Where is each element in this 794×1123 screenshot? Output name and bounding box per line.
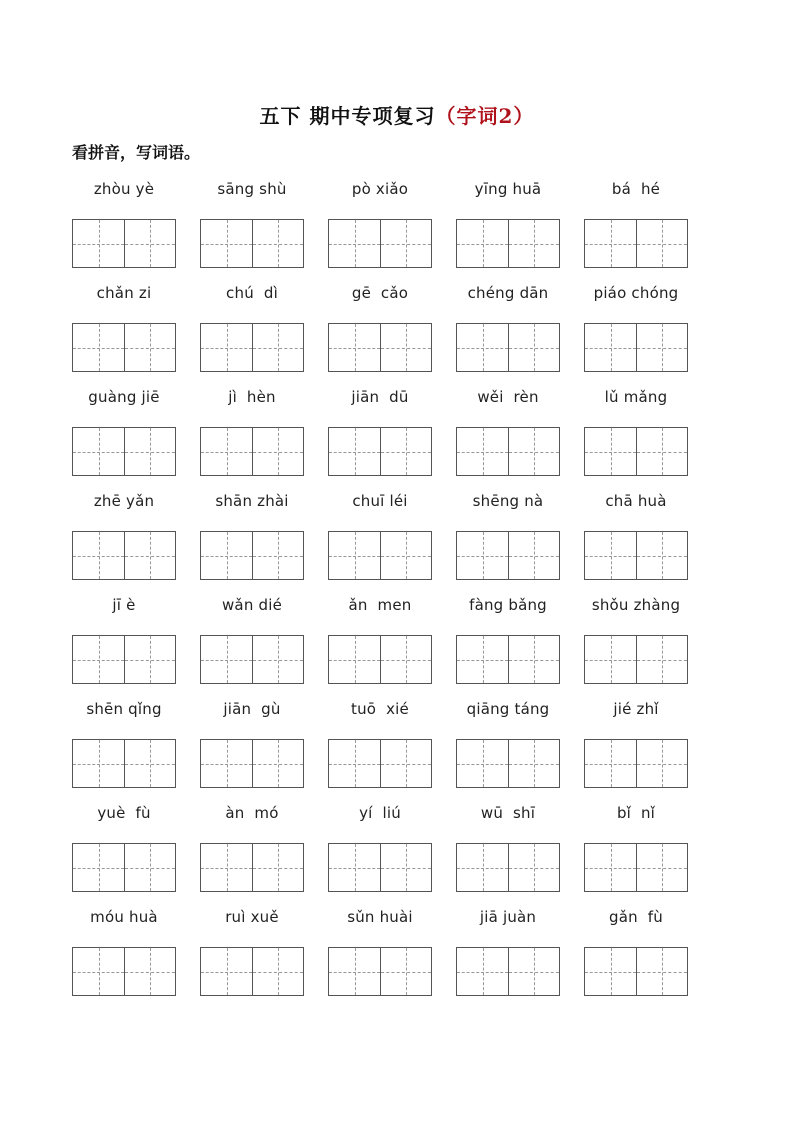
tianzige-cell[interactable] — [73, 220, 124, 267]
exercise-row — [72, 700, 712, 804]
exercise-item — [72, 908, 200, 1012]
writing-grid-box — [456, 427, 560, 476]
tianzige-cell[interactable] — [329, 220, 380, 267]
pinyin-label: guàng jiē — [88, 388, 160, 406]
tianzige-cell[interactable] — [73, 324, 124, 371]
pinyin-label: chā huà — [605, 492, 667, 510]
exercise-item — [72, 284, 200, 388]
tianzige-cell[interactable] — [201, 844, 252, 891]
writing-grid-box — [200, 635, 304, 684]
tianzige-cell[interactable] — [124, 740, 175, 787]
tianzige-cell[interactable] — [124, 844, 175, 891]
pinyin-label: shān zhài — [215, 492, 289, 510]
tianzige-cell[interactable] — [201, 636, 252, 683]
tianzige-cell[interactable] — [201, 220, 252, 267]
pinyin-label: gǎn fù — [609, 908, 663, 926]
pinyin-label: bá hé — [611, 180, 661, 198]
exercise-item — [456, 908, 584, 1012]
tianzige-cell[interactable] — [457, 532, 508, 579]
tianzige-cell[interactable] — [457, 220, 508, 267]
pinyin-label: shǒu zhàng — [591, 596, 681, 614]
tianzige-cell[interactable] — [508, 740, 559, 787]
writing-grid-box — [72, 219, 176, 268]
exercise-item — [584, 908, 712, 1012]
exercise-item — [328, 596, 456, 700]
tianzige-cell[interactable] — [380, 636, 431, 683]
exercise-item — [200, 284, 328, 388]
writing-grid-box — [584, 427, 688, 476]
writing-grid-box — [584, 531, 688, 580]
tianzige-cell[interactable] — [73, 948, 124, 995]
pinyin-label: jié zhǐ — [613, 700, 659, 718]
tianzige-cell[interactable] — [585, 844, 636, 891]
writing-grid-box — [456, 323, 560, 372]
pinyin-label: chuī léi — [352, 492, 408, 510]
exercise-item — [72, 180, 200, 284]
tianzige-cell[interactable] — [124, 948, 175, 995]
writing-grid-box — [456, 947, 560, 996]
tianzige-cell[interactable] — [124, 636, 175, 683]
tianzige-cell[interactable] — [585, 220, 636, 267]
pinyin-label: gē cǎo — [351, 284, 409, 302]
tianzige-cell[interactable] — [252, 844, 303, 891]
pinyin-label: fàng bǎng — [469, 596, 547, 614]
exercise-row — [72, 388, 712, 492]
title-main: 五下 期中专项复习 — [259, 104, 436, 128]
exercise-item — [328, 284, 456, 388]
exercise-item — [456, 284, 584, 388]
pinyin-label: móu huà — [90, 908, 158, 926]
tianzige-cell[interactable] — [457, 636, 508, 683]
exercise-item — [584, 804, 712, 908]
exercise-item — [328, 388, 456, 492]
writing-grid-box — [584, 323, 688, 372]
exercise-item — [200, 804, 328, 908]
pinyin-exercise-grid — [72, 180, 712, 1012]
writing-grid-box — [584, 947, 688, 996]
tianzige-cell[interactable] — [380, 948, 431, 995]
writing-grid-box — [200, 843, 304, 892]
exercise-item — [456, 388, 584, 492]
exercise-row — [72, 804, 712, 908]
tianzige-cell[interactable] — [457, 324, 508, 371]
exercise-item — [328, 700, 456, 804]
tianzige-cell[interactable] — [252, 948, 303, 995]
writing-grid-box — [328, 635, 432, 684]
writing-grid-box — [328, 947, 432, 996]
writing-grid-box — [328, 531, 432, 580]
tianzige-cell[interactable] — [636, 844, 687, 891]
pinyin-label: yuè fù — [97, 804, 151, 822]
exercise-row — [72, 492, 712, 596]
title-subtitle: （字词2） — [435, 104, 535, 128]
writing-grid-box — [328, 219, 432, 268]
exercise-item — [584, 700, 712, 804]
tianzige-cell[interactable] — [457, 428, 508, 475]
tianzige-cell[interactable] — [508, 532, 559, 579]
pinyin-label: ǎn men — [348, 596, 412, 614]
exercise-item — [72, 388, 200, 492]
pinyin-label: pò xiǎo — [351, 180, 409, 198]
tianzige-cell[interactable] — [508, 636, 559, 683]
tianzige-cell[interactable] — [329, 636, 380, 683]
writing-grid-box — [584, 219, 688, 268]
tianzige-cell[interactable] — [636, 948, 687, 995]
exercise-item — [72, 804, 200, 908]
writing-grid-box — [584, 739, 688, 788]
writing-grid-box — [72, 739, 176, 788]
exercise-row — [72, 596, 712, 700]
tianzige-cell[interactable] — [585, 324, 636, 371]
exercise-item — [72, 596, 200, 700]
tianzige-cell[interactable] — [124, 220, 175, 267]
writing-grid-box — [200, 739, 304, 788]
tianzige-cell[interactable] — [329, 324, 380, 371]
writing-grid-box — [584, 635, 688, 684]
exercise-item — [200, 492, 328, 596]
tianzige-cell[interactable] — [380, 428, 431, 475]
tianzige-cell[interactable] — [252, 740, 303, 787]
tianzige-cell[interactable] — [124, 532, 175, 579]
tianzige-cell[interactable] — [73, 636, 124, 683]
writing-grid-box — [72, 635, 176, 684]
writing-grid-box — [72, 427, 176, 476]
tianzige-cell[interactable] — [380, 220, 431, 267]
tianzige-cell[interactable] — [636, 740, 687, 787]
exercise-item — [328, 908, 456, 1012]
pinyin-label: wěi rèn — [477, 388, 539, 406]
exercise-item — [456, 700, 584, 804]
pinyin-label: lǔ mǎng — [604, 388, 668, 406]
writing-grid-box — [200, 427, 304, 476]
exercise-item — [584, 284, 712, 388]
pinyin-label: jiā juàn — [479, 908, 537, 926]
pinyin-label: yīng huā — [474, 180, 542, 198]
exercise-item — [200, 180, 328, 284]
pinyin-label: chǎn zi — [96, 284, 152, 302]
tianzige-cell[interactable] — [380, 532, 431, 579]
tianzige-cell[interactable] — [201, 532, 252, 579]
writing-grid-box — [72, 323, 176, 372]
writing-grid-box — [200, 323, 304, 372]
exercise-item — [72, 700, 200, 804]
writing-grid-box — [72, 531, 176, 580]
writing-grid-box — [456, 219, 560, 268]
tianzige-cell[interactable] — [73, 740, 124, 787]
tianzige-cell[interactable] — [201, 948, 252, 995]
tianzige-cell[interactable] — [201, 428, 252, 475]
tianzige-cell[interactable] — [508, 428, 559, 475]
writing-grid-box — [456, 843, 560, 892]
pinyin-label: jiān gù — [223, 700, 281, 718]
pinyin-label: shēng nà — [472, 492, 544, 510]
tianzige-cell[interactable] — [124, 428, 175, 475]
exercise-item — [584, 492, 712, 596]
tianzige-cell[interactable] — [252, 220, 303, 267]
tianzige-cell[interactable] — [252, 324, 303, 371]
writing-grid-box — [328, 739, 432, 788]
exercise-item — [200, 388, 328, 492]
writing-grid-box — [456, 635, 560, 684]
exercise-item — [200, 596, 328, 700]
tianzige-cell[interactable] — [380, 844, 431, 891]
pinyin-label: sāng shù — [217, 180, 287, 198]
tianzige-cell[interactable] — [380, 324, 431, 371]
pinyin-label: jì hèn — [228, 388, 276, 406]
exercise-item — [72, 492, 200, 596]
exercise-row — [72, 180, 712, 284]
tianzige-cell[interactable] — [73, 428, 124, 475]
exercise-item — [328, 804, 456, 908]
tianzige-cell[interactable] — [329, 532, 380, 579]
exercise-item — [456, 180, 584, 284]
tianzige-cell[interactable] — [636, 532, 687, 579]
tianzige-cell[interactable] — [329, 740, 380, 787]
tianzige-cell[interactable] — [201, 740, 252, 787]
pinyin-label: qiāng táng — [466, 700, 550, 718]
writing-grid-box — [72, 947, 176, 996]
writing-grid-box — [200, 947, 304, 996]
pinyin-label: wǎn dié — [221, 596, 283, 614]
exercise-item — [456, 596, 584, 700]
writing-grid-box — [456, 531, 560, 580]
instruction-text: 看拼音，写词语。 — [72, 143, 201, 162]
pinyin-label: zhòu yè — [93, 180, 155, 198]
pinyin-label: àn mó — [225, 804, 279, 822]
tianzige-cell[interactable] — [73, 532, 124, 579]
page-title — [0, 100, 794, 129]
tianzige-cell[interactable] — [201, 324, 252, 371]
pinyin-label: sǔn huài — [347, 908, 413, 926]
pinyin-label: chú dì — [226, 284, 278, 302]
exercise-item — [328, 492, 456, 596]
exercise-item — [200, 700, 328, 804]
exercise-row — [72, 908, 712, 1012]
tianzige-cell[interactable] — [508, 948, 559, 995]
tianzige-cell[interactable] — [585, 948, 636, 995]
tianzige-cell[interactable] — [585, 740, 636, 787]
exercise-row — [72, 284, 712, 388]
tianzige-cell[interactable] — [457, 948, 508, 995]
tianzige-cell[interactable] — [636, 220, 687, 267]
tianzige-cell[interactable] — [585, 636, 636, 683]
tianzige-cell[interactable] — [329, 844, 380, 891]
writing-grid-box — [456, 739, 560, 788]
tianzige-cell[interactable] — [252, 532, 303, 579]
tianzige-cell[interactable] — [252, 636, 303, 683]
tianzige-cell[interactable] — [329, 948, 380, 995]
writing-grid-box — [584, 843, 688, 892]
tianzige-cell[interactable] — [252, 428, 303, 475]
pinyin-label: ruì xuě — [225, 908, 279, 926]
writing-grid-box — [328, 843, 432, 892]
writing-grid-box — [72, 843, 176, 892]
exercise-item — [456, 804, 584, 908]
writing-grid-box — [328, 323, 432, 372]
pinyin-label: chéng dān — [467, 284, 549, 302]
tianzige-cell[interactable] — [636, 636, 687, 683]
pinyin-label: shēn qǐng — [86, 700, 162, 718]
tianzige-cell[interactable] — [457, 740, 508, 787]
tianzige-cell[interactable] — [636, 324, 687, 371]
pinyin-label: wū shī — [480, 804, 536, 822]
tianzige-cell[interactable] — [508, 324, 559, 371]
pinyin-label: tuō xié — [351, 700, 409, 718]
tianzige-cell[interactable] — [457, 844, 508, 891]
writing-grid-box — [200, 219, 304, 268]
pinyin-label: jiān dū — [351, 388, 409, 406]
tianzige-cell[interactable] — [585, 428, 636, 475]
pinyin-label: zhē yǎn — [93, 492, 155, 510]
exercise-item — [584, 596, 712, 700]
tianzige-cell[interactable] — [585, 532, 636, 579]
tianzige-cell[interactable] — [380, 740, 431, 787]
pinyin-label: piáo chóng — [593, 284, 679, 302]
writing-grid-box — [200, 531, 304, 580]
exercise-item — [584, 388, 712, 492]
exercise-item — [328, 180, 456, 284]
pinyin-label: yí liú — [359, 804, 401, 822]
tianzige-cell[interactable] — [124, 324, 175, 371]
writing-grid-box — [328, 427, 432, 476]
exercise-item — [584, 180, 712, 284]
tianzige-cell[interactable] — [73, 844, 124, 891]
tianzige-cell[interactable] — [329, 428, 380, 475]
tianzige-cell[interactable] — [508, 220, 559, 267]
pinyin-label: jī è — [112, 596, 136, 614]
pinyin-label: bǐ nǐ — [616, 804, 656, 822]
exercise-item — [200, 908, 328, 1012]
tianzige-cell[interactable] — [508, 844, 559, 891]
tianzige-cell[interactable] — [636, 428, 687, 475]
exercise-item — [456, 492, 584, 596]
